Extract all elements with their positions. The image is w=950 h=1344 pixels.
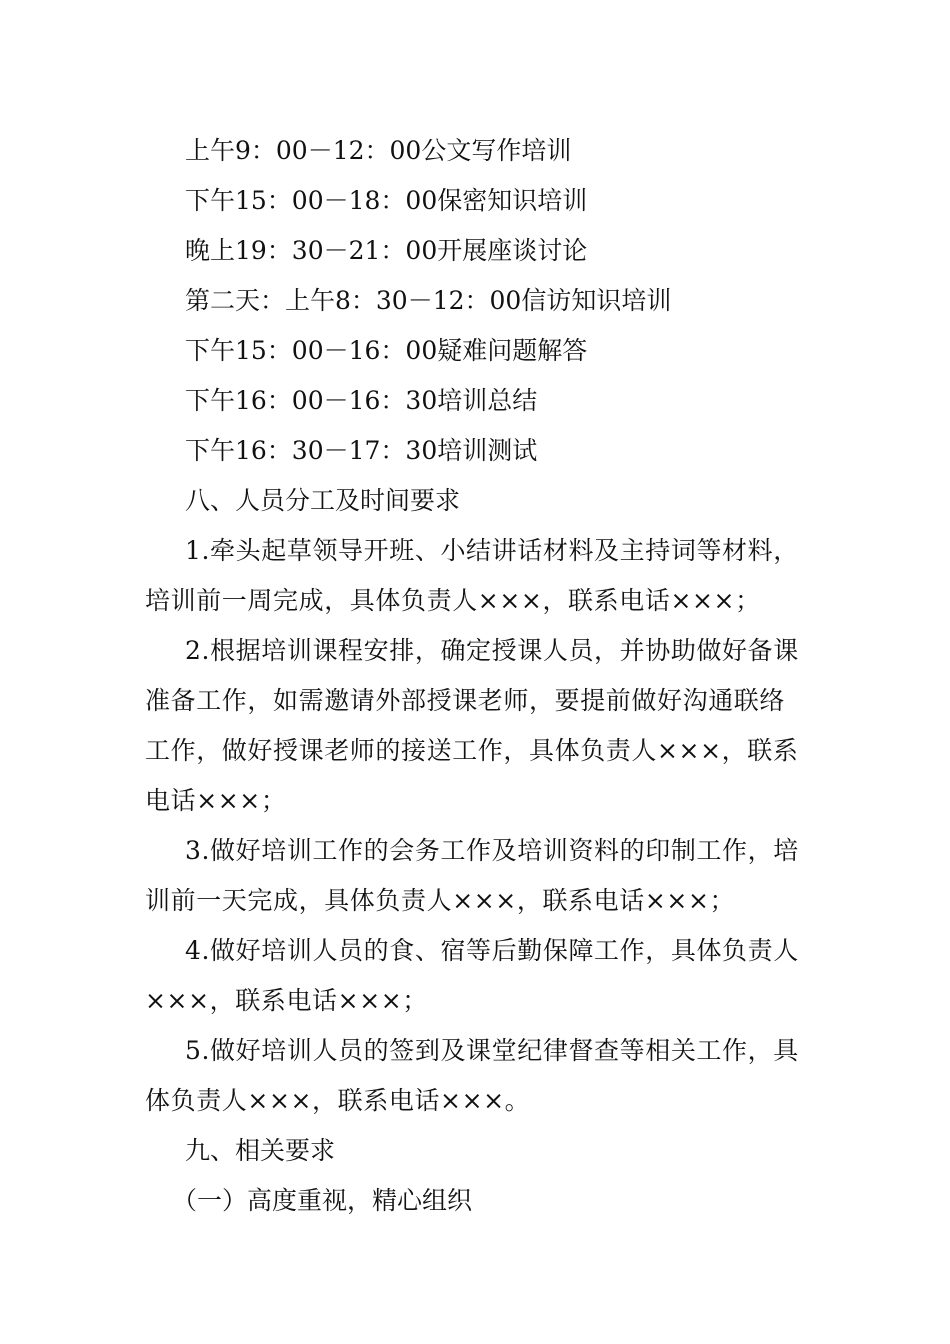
item-2-line-1: 2.根据培训课程安排，确定授课人员，并协助做好备课 [185,636,799,665]
item-2-line-4: 电话×××； [145,786,287,815]
item-5-line-2: 体负责人×××，联系电话×××。 [145,1086,531,1115]
item-1-line-1: 1.牵头起草领导开班、小结讲话材料及主持词等材料， [185,536,799,565]
item-3-line-1: 3.做好培训工作的会务工作及培训资料的印制工作，培 [185,836,799,865]
schedule-line-7: 下午16：30－17：30培训测试 [185,436,538,465]
section-8-heading: 八、人员分工及时间要求 [185,486,461,515]
item-5-line-1: 5.做好培训人员的签到及课堂纪律督查等相关工作，具 [185,1036,799,1065]
schedule-line-2: 下午15：00－18：00保密知识培训 [185,186,588,215]
schedule-line-5: 下午15：00－16：00疑难问题解答 [185,336,588,365]
schedule-line-4: 第二天：上午8：30－12：00信访知识培训 [185,286,672,315]
schedule-line-1: 上午9：00－12：00公文写作培训 [185,136,572,165]
section-9-heading: 九、相关要求 [185,1136,336,1165]
item-2-line-3: 工作，做好授课老师的接送工作，具体负责人×××，联系 [145,736,799,765]
item-4-line-1: 4.做好培训人员的食、宿等后勤保障工作，具体负责人 [185,936,799,965]
item-1-line-2: 培训前一周完成，具体负责人×××，联系电话×××； [145,586,761,615]
schedule-line-6: 下午16：00－16：30培训总结 [185,386,538,415]
item-3-line-2: 训前一天完成，具体负责人×××，联系电话×××； [145,886,736,915]
schedule-line-3: 晚上19：30－21：00开展座谈讨论 [185,236,588,265]
item-4-line-2: ×××，联系电话×××； [145,986,428,1015]
section-9-sub-heading-1: （一）高度重视，精心组织 [172,1186,473,1215]
item-2-line-2: 准备工作，如需邀请外部授课老师，要提前做好沟通联络 [145,686,786,715]
